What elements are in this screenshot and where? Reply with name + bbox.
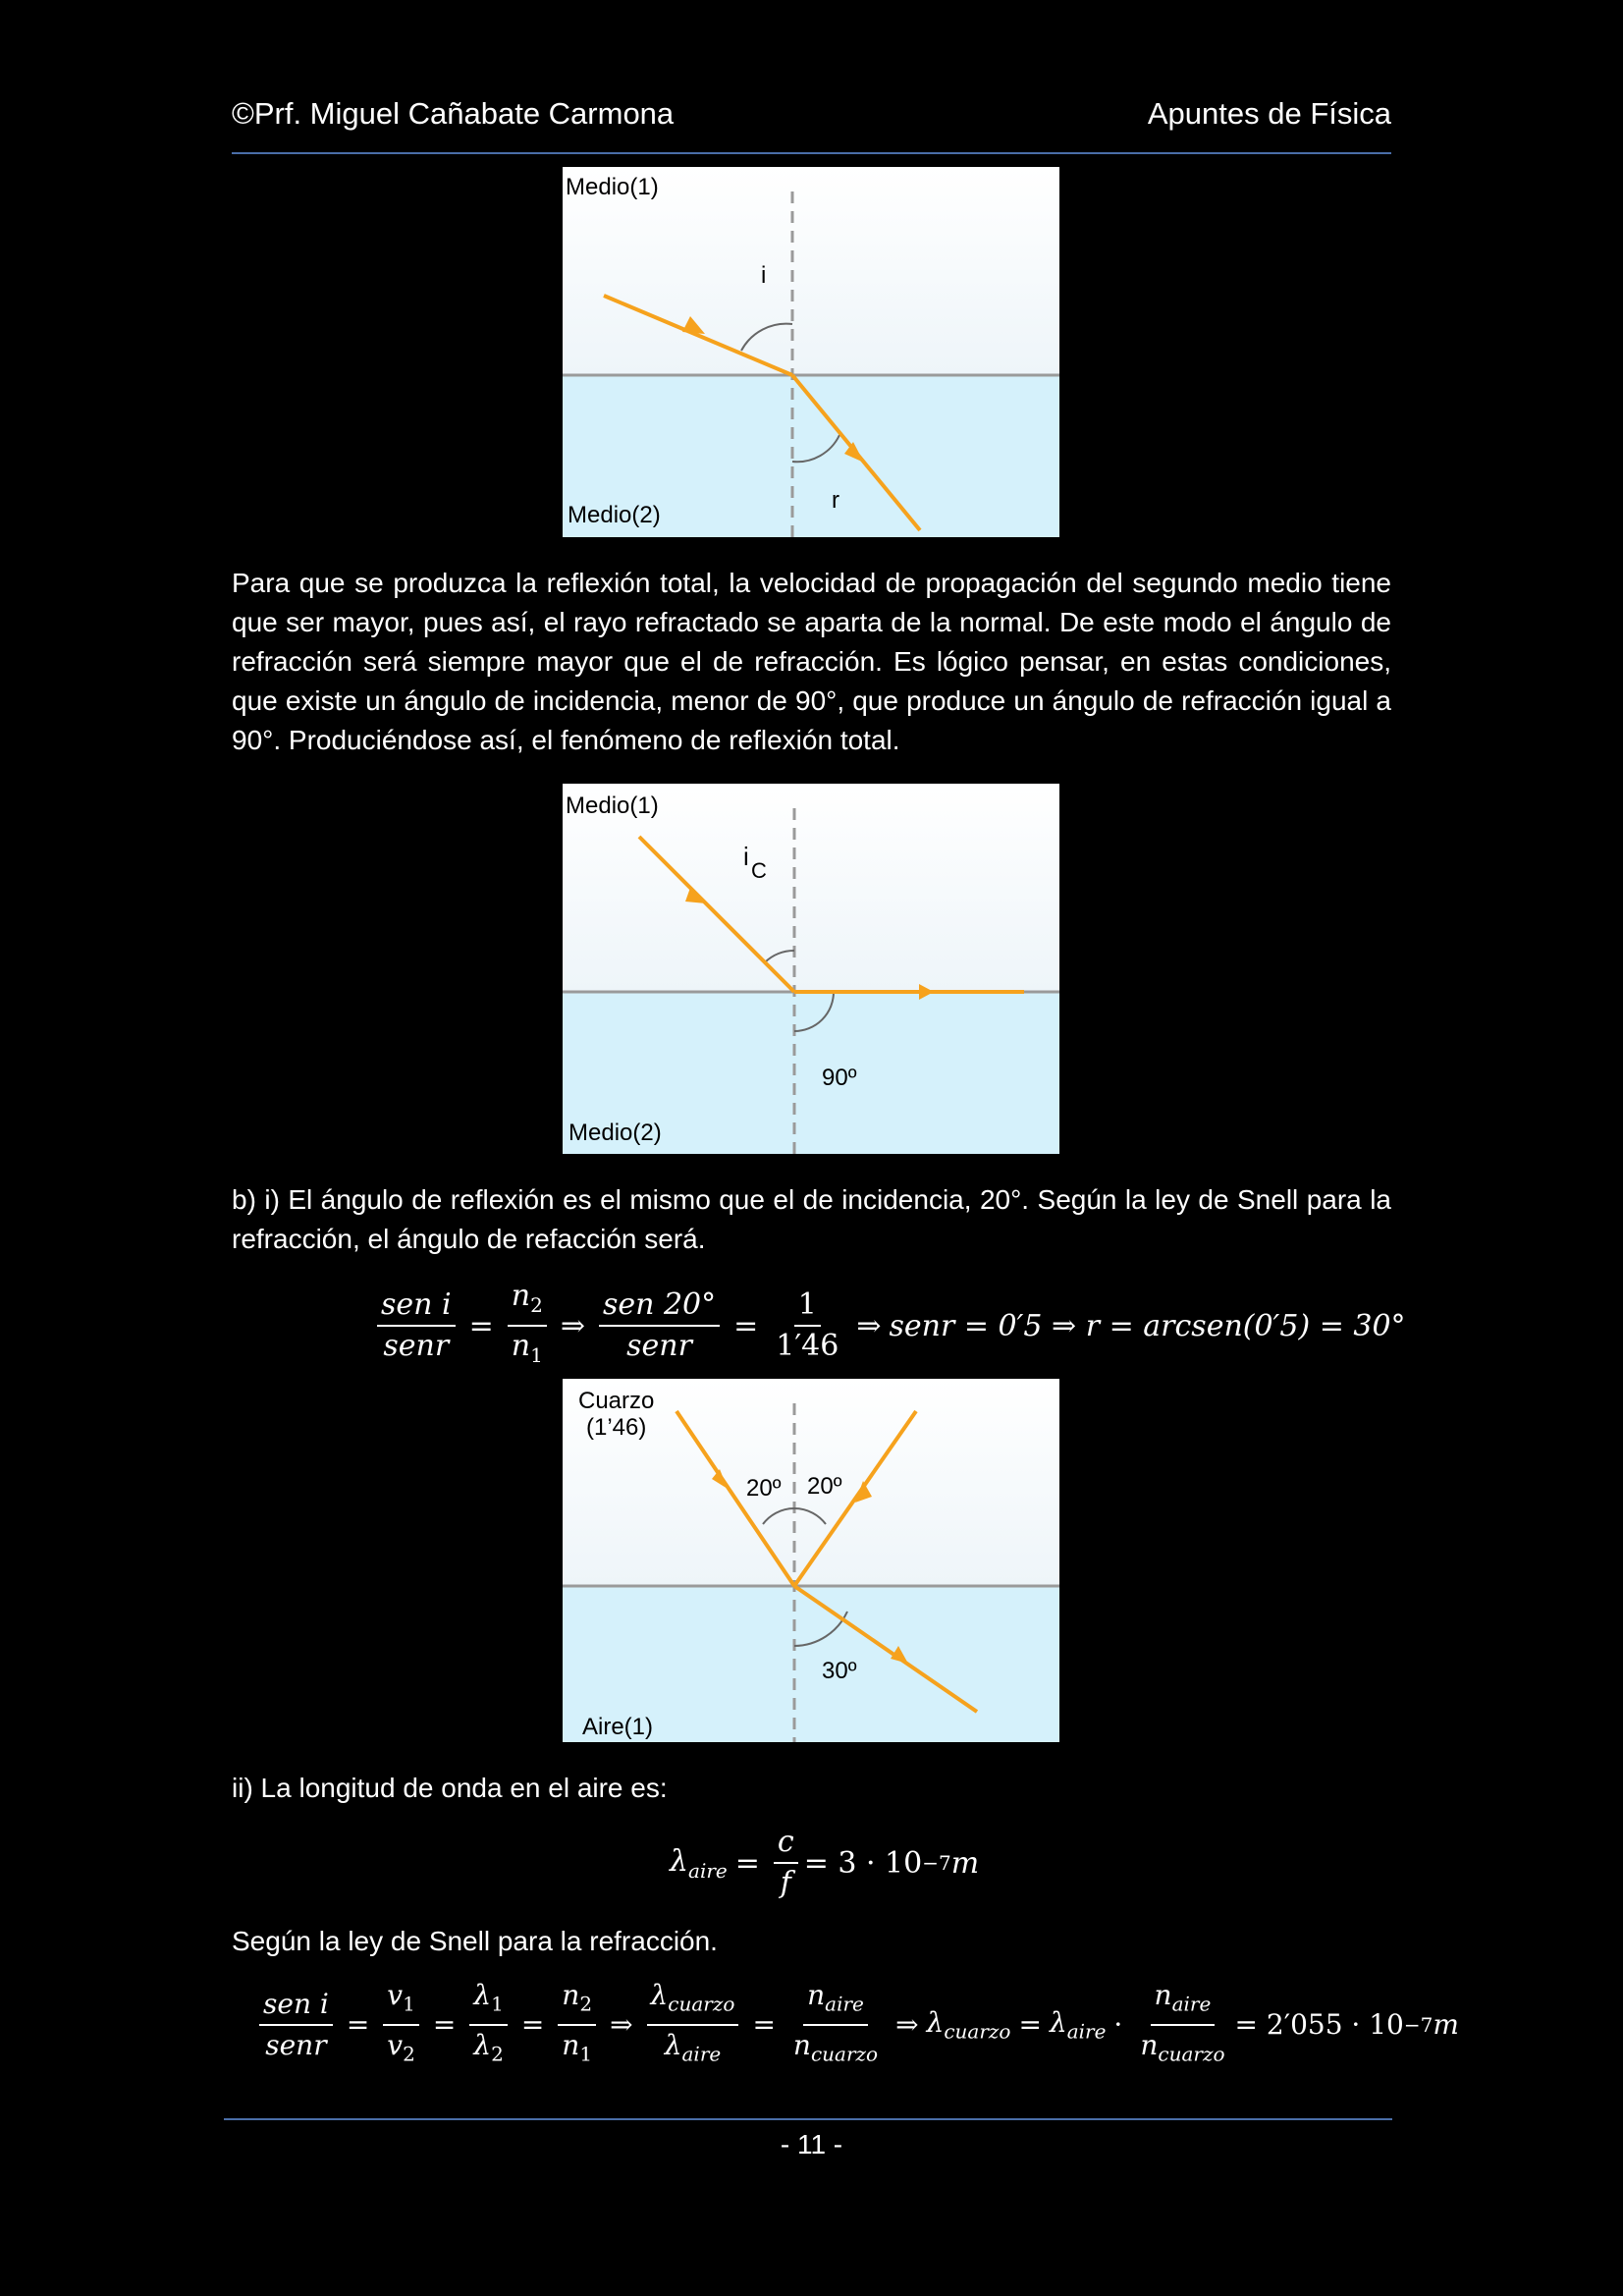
fig1-medium-bottom-label: Medio(2) [568,502,661,528]
page-number: - 11 - [780,2129,843,2159]
fig2-angle-critical-label: i [743,842,749,871]
fig3-medium-top-label-2: (1’46) [586,1414,647,1441]
fig3-medium-top-label-1: Cuarzo [578,1388,655,1414]
fig1-medium-top-label: Medio(1) [566,174,659,200]
fig2-medium-bottom-label: Medio(2) [568,1120,662,1146]
equation-wavelength-air: $\lambda_{aire}$ = $\frac{c}{f}$ = 3 · 10 −7 m [670,1825,980,1900]
fig3-medium-bottom-label: Aire(1) [582,1714,654,1740]
quartz-air-figure [563,1379,1059,1749]
header-subject: Apuntes de Física [1147,96,1391,131]
paragraph-total-reflection: Para que se produzca la reflexión total, la velocidad de propagación del segundo medio tiene que ser mayor, pues así, el rayo refractado se aparta de la normal. De este modo el ángulo de refracción será siempre mayor que el de refracción. Es lógico pensar, en estas condiciones, que existe un ángulo de incidencia, menor de 90°, que produce un ángulo de refracción igual a 90°. Produciéndose así, el fenómeno de reflexión total. [232,568,1391,755]
paragraph-part-b-i: b) i) El ángulo de reflexión es el mismo que el de incidencia, 20°. Según la ley de Snell para la refracción, el ángulo de refacción será. [232,1184,1391,1254]
fig2-angle-90-label: 90º [822,1065,857,1091]
header-rule [232,152,1391,154]
header-author: ©Prf. Miguel Cañabate Carmona [232,96,675,131]
critical-angle-figure [563,784,1059,1154]
fig3-angle-refraction-label: 30º [822,1658,857,1684]
paragraph-part-b-ii: ii) La longitud de onda en el aire es: [232,1773,668,1803]
equation-snell-angle: $\frac{\text{sen i}}{\text{senr}}$ = $\frac{n_2}{n_1}$ ⇒ $\frac{\text{sen 20°}}{\text{senr}}$ = $\frac{1}{1'46}$ ⇒ senr = 0′5 ⇒ r = arcsen(0′5) = 30° [371,1279,1406,1373]
fig3-angle-reflection-label: 20º [807,1473,842,1500]
fig1-angle-i-label: i [761,262,767,289]
fig2-angle-critical-sub: C [751,858,767,883]
fig3-angle-incidence-label: 20º [746,1475,782,1502]
paragraph-snell-law: Según la ley de Snell para la refracción. [232,1926,718,1956]
fig2-medium-top-label: Medio(1) [566,793,659,819]
fig1-angle-r-label: r [832,487,839,514]
equation-wavelength-quartz: $\frac{\text{sen i}}{\text{senr}}$ = $\frac{v_1}{v_2}$ = $\frac{\lambda_1}{\lambda_2}$ = $\frac{n_2}{n_1}$ ⇒ $\frac{\lambda_{cuarzo}}{\lambda_{aire}}$ = $\frac{n_{aire}}{n_{cuarzo}}$ ⇒ $\lambda_{cuarzo}$ = $\lambda_{aire}$ · $\frac{n_{aire}}{n_{cuarzo}}$ = 2′055 · 10 −7 m [253,1978,1459,2071]
footer-rule [224,2118,1392,2120]
refraction-figure-1 [563,167,1059,537]
